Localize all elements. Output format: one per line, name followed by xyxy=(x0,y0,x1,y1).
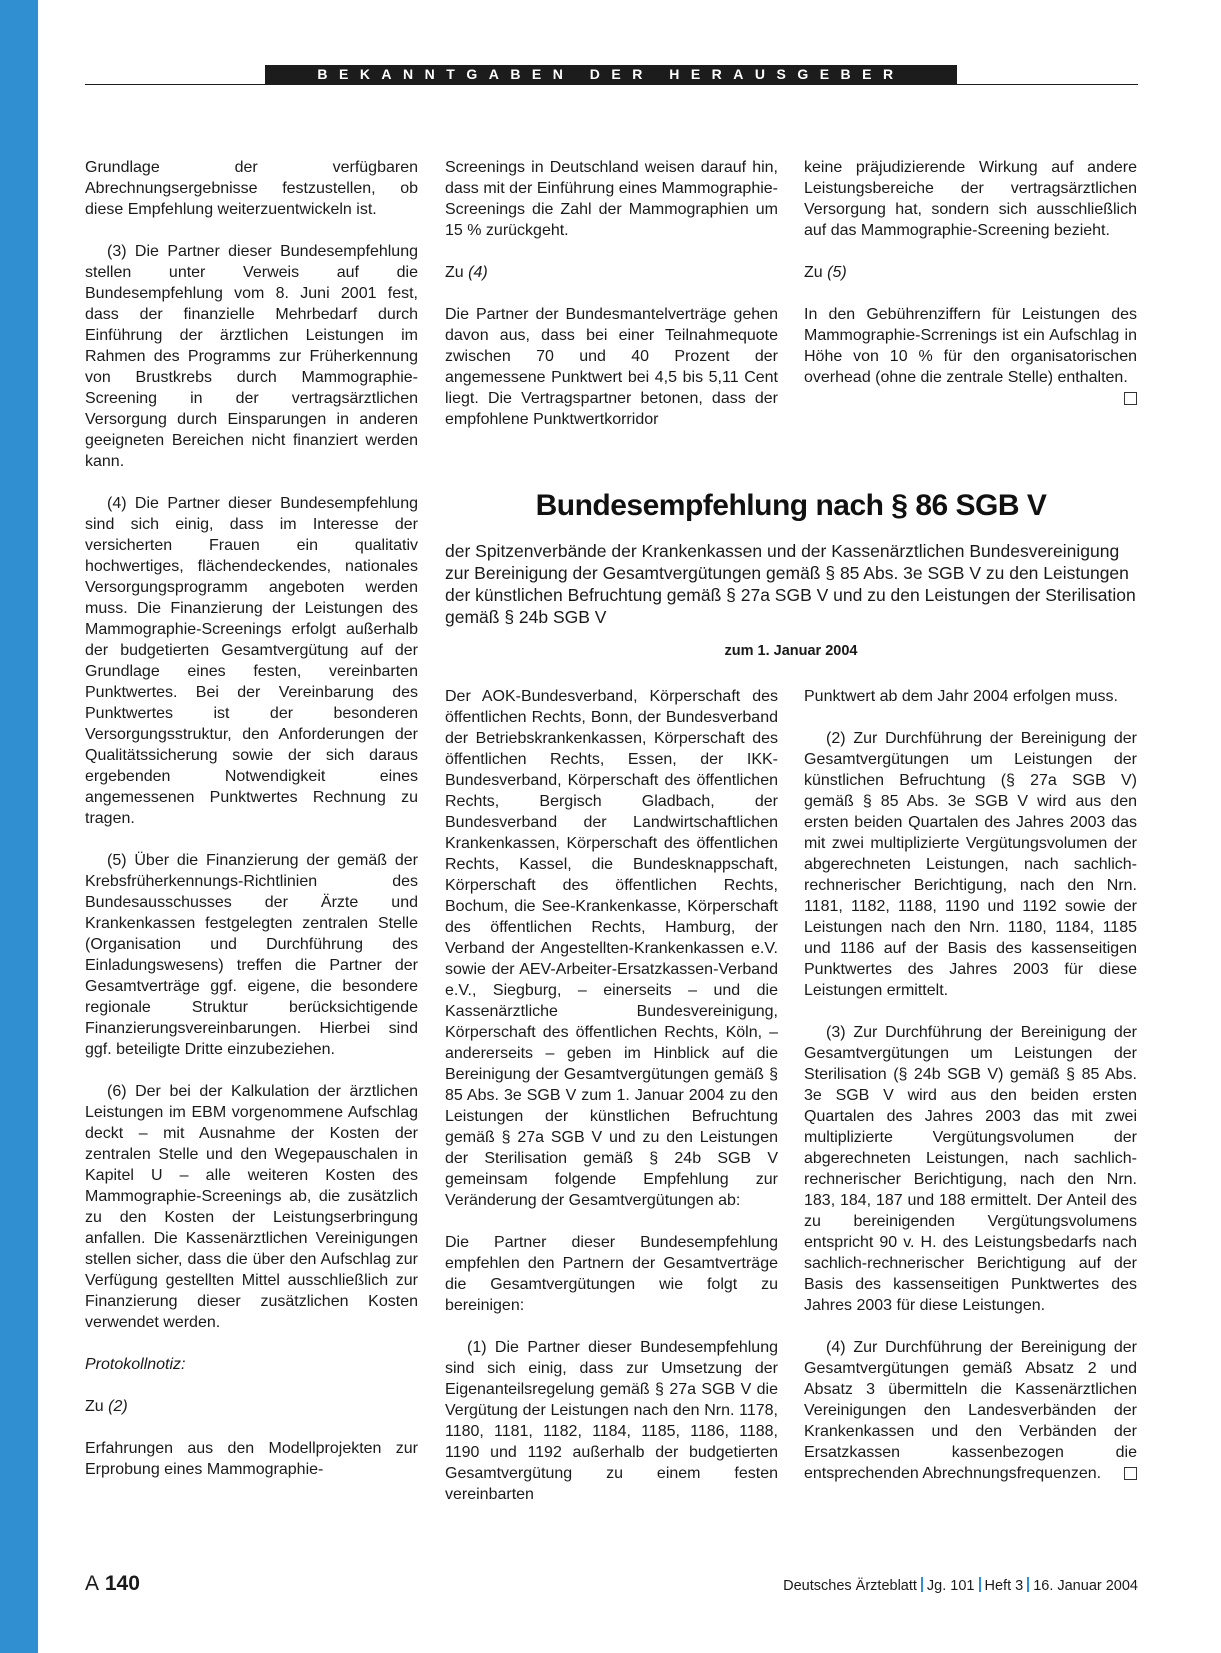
left-accent-strip xyxy=(0,0,38,1653)
paragraph-3: (3) Zur Durchführung der Bereinigung der Gesamtvergütungen um Leistungen der Sterilisation (§ 24b SGB V) gemäß § 85 Abs. 3e SGB V wird aus den beiden ersten Quartalen des Jahres 2003 das mit zwei multiplizierte Vergütungsvolumen der abgerechneten Leistungen, nach sachlich-rechnerischer Berichtigung, nach den Nrn. 183, 184, 187 und 188 ermittelt. Der Anteil des zu bereinigenden Vergütungsvolumens entspricht 90 v. H. des Leistungsbedarfs nach sachlich-rechnerischer Berichtigung auf der Basis des kassenseitigen Punktwertes des Jahres 2003 für diese Leistungen. xyxy=(804,1024,1137,1314)
zu-4-heading: Zu (4) xyxy=(445,264,488,281)
article-date: zum 1. Januar 2004 xyxy=(724,643,858,659)
paragraph-1: (1) Die Partner dieser Bundesempfehlung sind sich einig, dass zur Umsetzung der Eigenanteilsregelung gemäß § 27a SGB V die Vergütung der Leistungen nach den Nrn. 1178, 1180, 1181, 1182, 1184, 1185, 1186, 1188, 1190 und 1192 außerhalb der budgetierten Gesamtvergütung zu einem festen vereinbarten xyxy=(445,1339,778,1503)
journal-name: Deutsches Ärzteblatt xyxy=(783,1578,917,1594)
protokollnotiz-heading: Protokollnotiz: xyxy=(85,1356,186,1373)
article-subtitle: der Spitzenverbände der Krankenkassen und der Kassenärztlichen Bundesvereinigung zur Bereinigung der Gesamtvergütungen gemäß § 85 Abs. 3e SGB V zu den Leistungen der künstlichen Befruchtung gemäß § 27a SGB V und zu den Leistungen der Sterilisation gemäß § 24b SGB V xyxy=(445,541,1136,627)
separator xyxy=(979,1577,981,1592)
paragraph: Grundlage der verfügbaren Abrechnungsergebnisse festzustellen, ob diese Empfehlung weiterzuentwickeln ist. xyxy=(85,159,418,218)
column-2 xyxy=(445,157,778,430)
zu-5-heading: Zu (5) xyxy=(804,264,847,281)
page-number: A 140 xyxy=(85,1572,140,1595)
paragraph-6: (6) Der bei der Kalkulation der ärztlichen Leistungen im EBM vorgenommene Aufschlag deckt – mit Ausnahme der Kosten der zentralen Stelle und den Wegepauschalen in Kapitel U – alle weiteren Kosten des Mammographie-Screenings ab, die zusätzlich zu den Kosten der Leistungserbringung anfallen. Die Kassenärztlichen Vereinigungen stellen sicher, dass die über den Aufschlag zur Verfügung gestellten Mittel ausschließlich zur Finanzierung dieser zusätzlichen Kosten verwendet werden. xyxy=(85,1083,418,1331)
section-header: BEKANNTGABEN DER HERAUSGEBER xyxy=(265,65,957,84)
separator xyxy=(1027,1577,1029,1592)
article-title: Bundesempfehlung nach § 86 SGB V xyxy=(535,489,1047,522)
journal-citation xyxy=(700,1577,1138,1594)
volume: Jg. 101 xyxy=(926,1578,975,1594)
zu-2-text: Erfahrungen aus den Modellprojekten zur Erprobung eines Mammographie- xyxy=(85,1440,418,1478)
header-rule xyxy=(85,84,1138,85)
zu-5-text: In den Gebührenziffern für Leistungen des Mammographie-Scrrenings ist ein Aufschlag in Höhe von 10 % für den organisatorischen overhead (ohne die zentrale Stelle) enthalten. xyxy=(804,304,1137,388)
paragraph-4: (4) Die Partner dieser Bundesempfehlung sind sich einig, dass im Interesse der versicherten Frauen ein qualitativ hochwertiges, flächendeckendes, nationales Versorgungsprogramm angeboten werden muss. Die Finanzierung der Leistungen des Mammographie-Screenings erfolgt außerhalb der budgetierten Gesamtvergütung auf der Grundlage eines festen, vereinbarten Punktwertes. Bei der Vereinbarung des Punktwertes ist der besonderen Versorgungsstruktur, den Anforderungen der Qualitätssicherung sowie der sich daraus ergebenden Notwendigkeit eines angemessenen Punktwertes Rechnung zu tragen. xyxy=(85,495,418,827)
zu-4-text: Die Partner der Bundesmantelverträge gehen davon aus, dass bei einer Teilnahmequote zwischen 70 und 40 Prozent der angemessene Punktwert bei 4,5 bis 5,11 Cent liegt. Die Vertragspartner betonen, dass der empfohlene Punktwertkorridor xyxy=(445,306,778,428)
paragraph: keine präjudizierende Wirkung auf andere Leistungsbereiche der vertragsärztlichen Versorgung hat, sondern sich ausschließlich auf das Mammographie-Screening bezieht. xyxy=(804,159,1137,239)
end-mark-icon xyxy=(1124,1467,1137,1480)
paragraph-2: (2) Zur Durchführung der Bereinigung der Gesamtvergütungen um Leistungen der künstlichen Befruchtung (§ 27a SGB V) gemäß § 85 Abs. 3e SGB V wird aus den ersten beiden Quartalen des Jahres 2003 das mit zwei multiplizierte Vergütungsvolumen der abgerechneten Leistungen, nach sachlich-rechnerischer Berichtigung, nach den Nrn. 1181, 1182, 1188, 1190 und 1192 sowie der Leistungen nach den Nrn. 1180, 1184, 1185 und 1186 auf der Basis des kassenseitigen Punktwertes des Jahres 2003 für diese Leistungen ermittelt. xyxy=(804,730,1137,999)
issue-date: 16. Januar 2004 xyxy=(1033,1578,1138,1594)
column-1 xyxy=(85,157,418,1480)
paragraph: Punktwert ab dem Jahr 2004 erfolgen muss. xyxy=(804,688,1118,705)
paragraph-3: (3) Die Partner dieser Bundesempfehlung stellen unter Verweis auf die Bundesempfehlung vom 8. Juni 2001 fest, dass der finanzielle Mehrbedarf durch Einführung der ärztlichen Leistungen im Rahmen des Programms zur Früherkennung von Brustkrebs durch Mammographie-Screening in der vertragsärztlichen Versorgung durch Einsparungen in anderen geeigneten Bereichen nicht finanziert werden kann. xyxy=(85,243,418,470)
column-4 xyxy=(445,686,778,1505)
paragraph-4: (4) Zur Durchführung der Bereinigung der Gesamtvergütungen gemäß Absatz 2 und Absatz 3 übermitteln die Kassenärztlichen Vereinigungen den Landesverbänden der Krankenkassen und den Verbänden der Ersatzkassen kassenbezogen die entsprechenden Abrechnungsfrequenzen. xyxy=(804,1339,1137,1482)
paragraph-5: (5) Über die Finanzierung der gemäß der Krebsfrüherkennungs-Richtlinien des Bundesausschusses der Ärzte und Krankenkassen festgelegten zentralen Stelle (Organisation und Durchführung des Einladungswesens) treffen die Partner der Gesamtverträge ggf. eigene, die besondere regionale Struktur berücksichtigende Finanzierungsvereinbarungen. Hierbei sind ggf. beteiligte Dritte einzubeziehen. xyxy=(85,852,418,1058)
paragraph-intro: Der AOK-Bundesverband, Körperschaft des öffentlichen Rechts, Bonn, der Bundesverband der Betriebskrankenkassen, Körperschaft des öffentlichen Rechts, Essen, der IKK-Bundesverband, Körperschaft des öffentlichen Rechts, Bergisch Gladbach, der Bundesverband der Landwirtschaftlichen Krankenkassen, Körperschaft des öffentlichen Rechts, Kassel, die Bundesknappschaft, Körperschaft des öffentlichen Rechts, Bochum, die See-Krankenkasse, Körperschaft des öffentlichen Rechts, Hamburg, der Verband der Angestellten-Krankenkassen e.V. sowie der AEV-Arbeiter-Ersatzkassen-Verband e.V., Siegburg, – einerseits – und die Kassenärztliche Bundesvereinigung, Körperschaft des öffentlichen Rechts, Köln, – andererseits – geben im Hinblick auf die Bereinigung der Gesamtvergütungen gemäß § 85 Abs. 3e SGB V zum 1. Januar 2004 zu den Leistungen der künstlichen Befruchtung gemäß § 27a SGB V und zu den Leistungen der Sterilisation gemäß § 24b SGB V gemeinsam folgende Empfehlung zur Veränderung der Gesamtvergütungen ab: xyxy=(445,688,778,1209)
column-5 xyxy=(804,686,1137,1484)
zu-2-heading: Zu (2) xyxy=(85,1398,128,1415)
column-3 xyxy=(804,157,1137,405)
paragraph: Die Partner dieser Bundesempfehlung empfehlen den Partnern der Gesamtverträge die Gesamtvergütungen wie folgt zu bereinigen: xyxy=(445,1234,778,1314)
paragraph: Screenings in Deutschland weisen darauf hin, dass mit der Einführung eines Mammographie-Screenings die Zahl der Mammographien um 15 % zurückgeht. xyxy=(445,159,778,239)
separator xyxy=(921,1577,923,1592)
issue: Heft 3 xyxy=(984,1578,1024,1594)
end-mark-icon xyxy=(1124,392,1137,405)
